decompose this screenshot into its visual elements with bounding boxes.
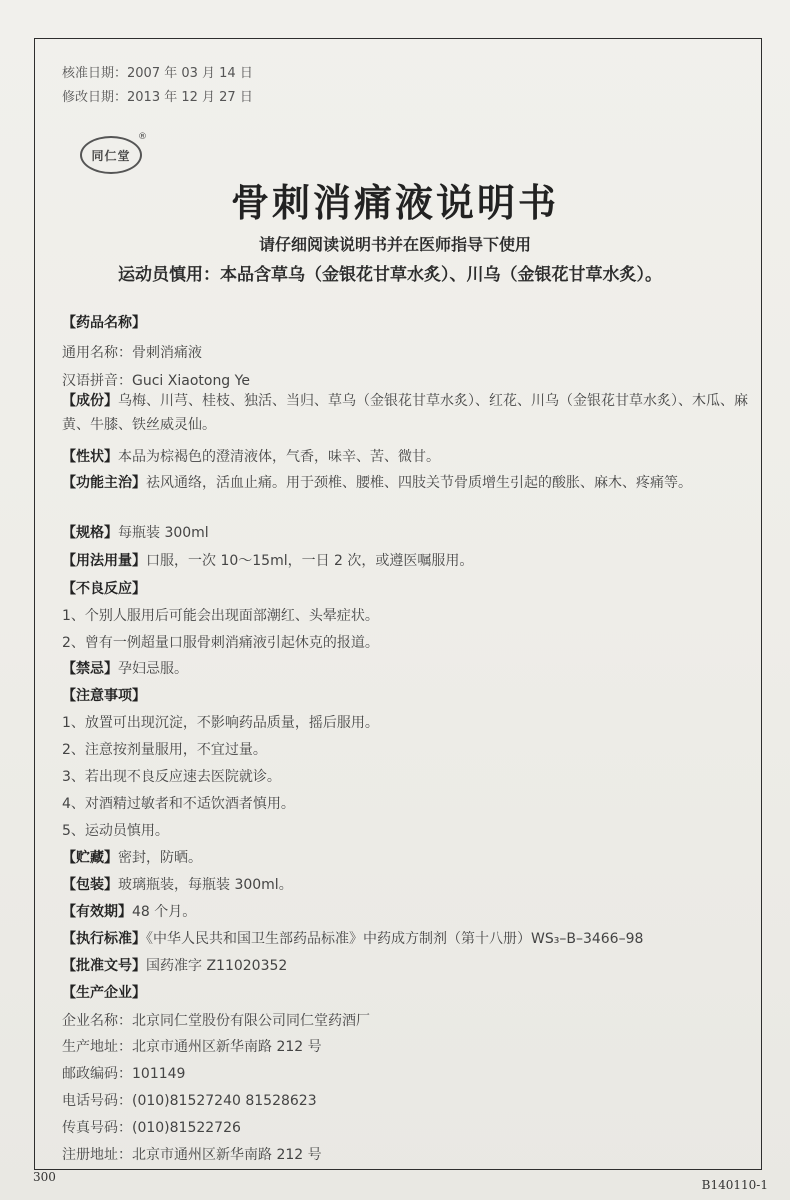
storage-section <box>62 847 202 867</box>
adverse-heading: 【不良反应】 <box>62 581 146 597</box>
registered-mark: ® <box>138 132 147 142</box>
contraindications-text: 孕妇忌服。 <box>118 661 188 677</box>
document-title: 骨刺消痛液说明书 <box>230 181 559 225</box>
precaution-item-1: 1、放置可出现沉淀，不影响药品质量，摇后服用。 <box>62 715 379 731</box>
indications-section <box>62 471 758 495</box>
adverse-item-1: 1、个别人服用后可能会出现面部潮红、头晕症状。 <box>62 608 379 624</box>
spec-heading: 【规格】 <box>62 525 118 541</box>
ingredients-heading: 【成份】 <box>62 393 118 409</box>
properties-heading: 【性状】 <box>62 449 118 465</box>
phone-number: 电话号码：(010)81527240 81528623 <box>62 1093 317 1109</box>
spec-section <box>62 522 209 542</box>
storage-text: 密封，防晒。 <box>118 850 202 866</box>
standard-heading: 【执行标准】 <box>62 931 146 947</box>
ingredients-text: 乌梅、川芎、桂枝、独活、当归、草乌（金银花甘草水炙）、红花、川乌（金银花甘草水炙）、木瓜、麻黄、牛膝、铁丝威灵仙。 <box>62 393 748 433</box>
storage-heading: 【贮藏】 <box>62 850 118 866</box>
package-heading: 【包装】 <box>62 877 118 893</box>
dates-block <box>62 62 253 110</box>
approval-heading: 【批准文号】 <box>62 958 146 974</box>
read-instructions-note: 请仔细阅读说明书并在医师指导下使用 <box>258 235 531 254</box>
dosage-section <box>62 550 473 570</box>
pinyin-name: 汉语拼音：Guci Xiaotong Ye <box>62 373 250 389</box>
adverse-item-2: 2、曾有一例超量口服骨刺消痛液引起休克的报道。 <box>62 635 379 651</box>
footer-page-code: 300 <box>33 1170 56 1184</box>
indications-heading: 【功能主治】 <box>62 475 146 491</box>
contraindications-section <box>62 658 188 678</box>
approval-text: 国药准字 Z11020352 <box>146 958 288 974</box>
standard-section <box>62 928 643 948</box>
tongrentang-logo-icon: 同仁堂 <box>80 136 142 174</box>
validity-text: 48 个月。 <box>132 904 197 920</box>
approval-section <box>62 955 287 975</box>
company-name: 企业名称：北京同仁堂股份有限公司同仁堂药酒厂 <box>62 1013 370 1029</box>
common-name: 通用名称：骨刺消痛液 <box>62 345 202 361</box>
dosage-text: 口服，一次 10～15ml，一日 2 次，或遵医嘱服用。 <box>146 553 474 569</box>
validity-heading: 【有效期】 <box>62 904 132 920</box>
registered-address: 注册地址：北京市通州区新华南路 212 号 <box>62 1147 322 1163</box>
package-section <box>62 874 293 894</box>
fax-number: 传真号码：(010)81522726 <box>62 1120 241 1136</box>
drug-name-heading: 【药品名称】 <box>62 315 146 331</box>
precaution-item-5: 5、运动员慎用。 <box>62 823 169 839</box>
package-text: 玻璃瓶装，每瓶装 300ml。 <box>118 877 293 893</box>
precaution-item-3: 3、若出现不良反应速去医院就诊。 <box>62 769 281 785</box>
precaution-item-2: 2、注意按剂量服用，不宜过量。 <box>62 742 267 758</box>
footer-doc-code: B140110-1 <box>701 1178 768 1192</box>
contraindications-heading: 【禁忌】 <box>62 661 118 677</box>
precaution-item-4: 4、对酒精过敏者和不适饮酒者慎用。 <box>62 796 295 812</box>
athlete-warning: 运动员慎用：本品含草乌（金银花甘草水炙）、川乌（金银花甘草水炙）。 <box>118 265 662 285</box>
manufacturer-heading: 【生产企业】 <box>62 985 146 1001</box>
validity-section <box>62 901 196 921</box>
standard-text: 《中华人民共和国卫生部药品标准》中药成方制剂（第十八册）WS₃–B–3466–98 <box>146 931 644 947</box>
revision-date: 修改日期：2013 年 12 月 27 日 <box>62 90 253 105</box>
production-address: 生产地址：北京市通州区新华南路 212 号 <box>62 1039 322 1055</box>
spec-text: 每瓶装 300ml <box>118 525 209 541</box>
ingredients-section <box>62 389 758 437</box>
approval-date: 核准日期：2007 年 03 月 14 日 <box>62 66 253 81</box>
precautions-heading: 【注意事项】 <box>62 688 146 704</box>
dosage-heading: 【用法用量】 <box>62 553 146 569</box>
properties-text: 本品为棕褐色的澄清液体，气香，味辛、苦、微甘。 <box>118 449 440 465</box>
postcode: 邮政编码：101149 <box>62 1066 186 1082</box>
indications-text: 祛风通络，活血止痛。用于颈椎、腰椎、四肢关节骨质增生引起的酸胀、麻木、疼痛等。 <box>146 475 692 491</box>
properties-section <box>62 446 440 466</box>
